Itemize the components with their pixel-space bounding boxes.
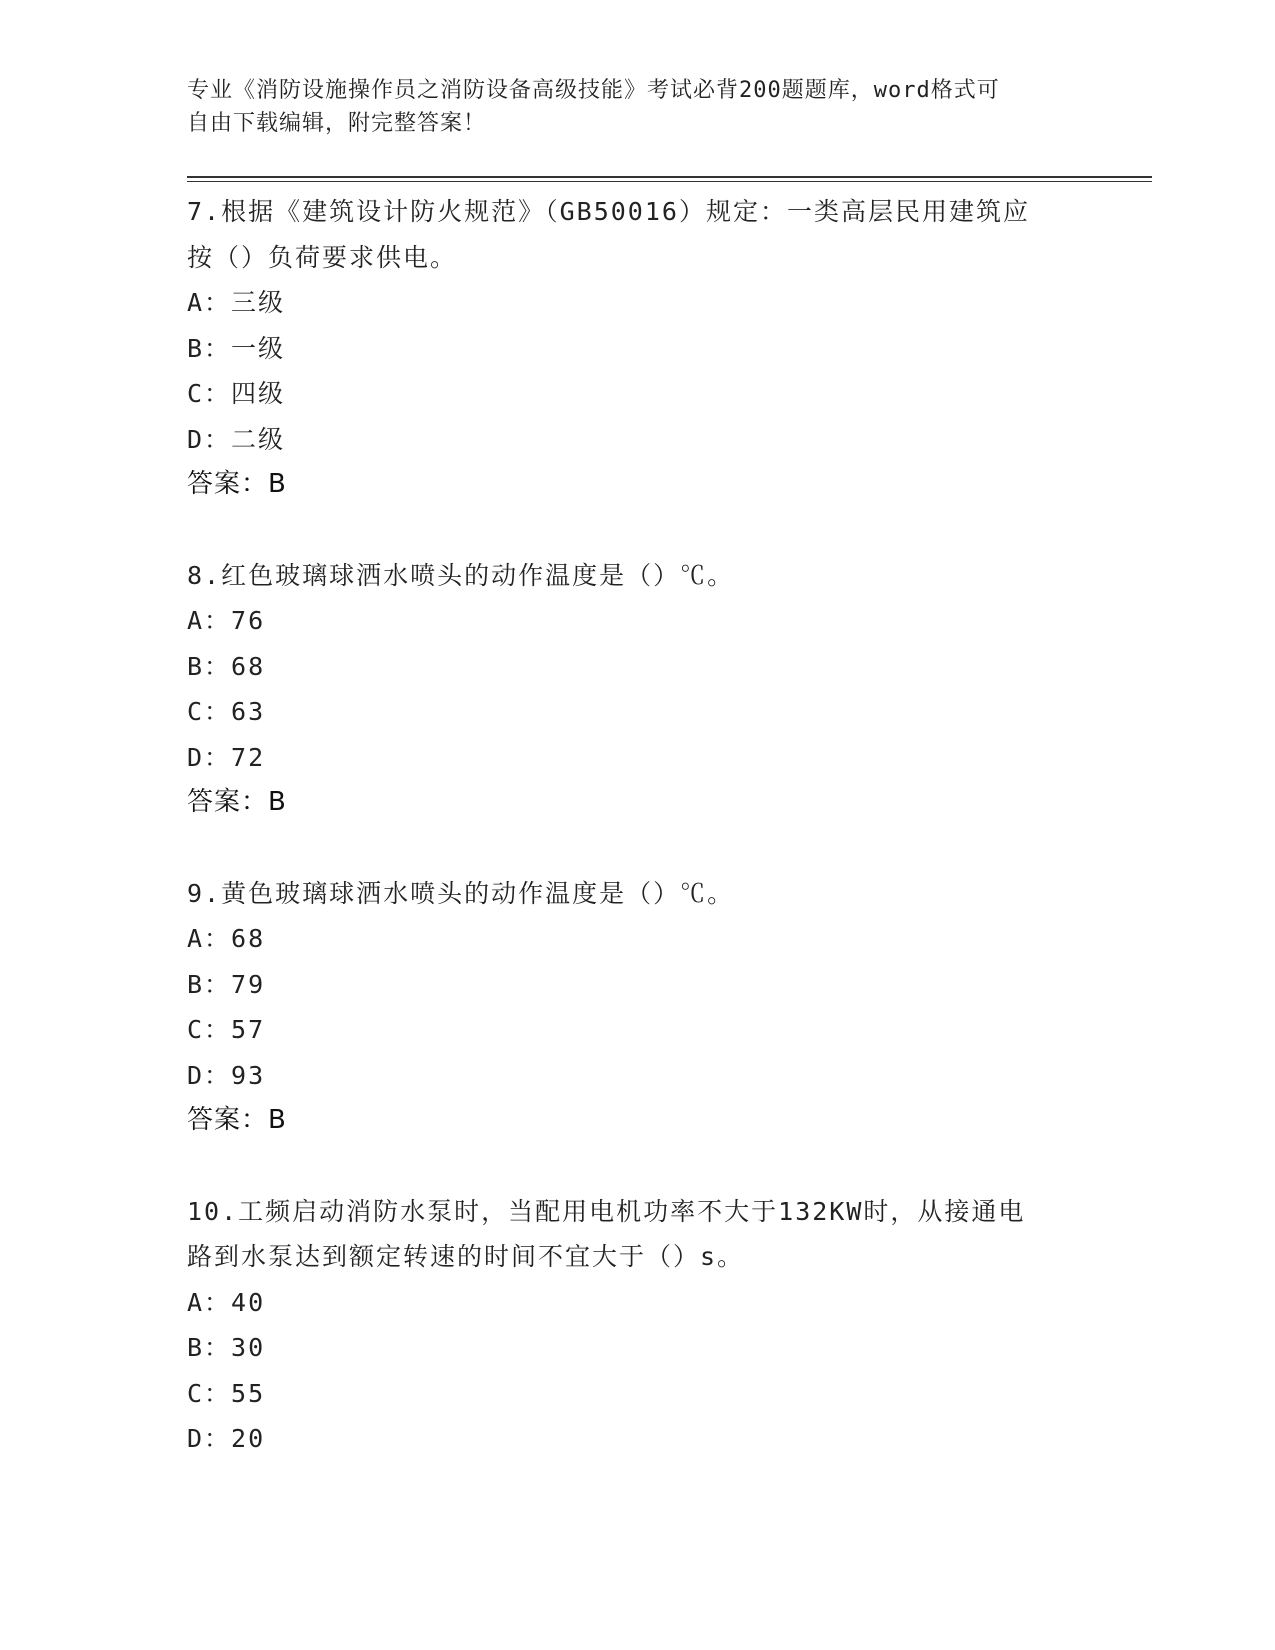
option-d: D：72	[187, 742, 266, 772]
option-b: B：68	[187, 651, 266, 681]
option-d: D：二级	[187, 424, 286, 454]
option-c: C：四级	[187, 379, 286, 408]
option-c: C：55	[187, 1378, 266, 1408]
answer-text: 答案：B	[187, 469, 287, 499]
question-text-line: 9.黄色玻璃球洒水喷头的动作温度是（）℃。	[187, 878, 735, 908]
option-c: C：63	[187, 697, 266, 726]
option-d: D：93	[187, 1060, 266, 1090]
question-text-line: 10.工频启动消防水泵时，当配用电机功率不大于132KW时，从接通电	[187, 1196, 1026, 1226]
option-b: B：79	[187, 969, 266, 999]
option-a: A：三级	[187, 288, 286, 317]
question-7	[187, 189, 1107, 508]
option-a: A：40	[187, 1287, 266, 1317]
header-line-1: 专业《消防设施操作员之消防设备高级技能》考试必背200题题库，word格式可	[187, 78, 1000, 103]
answer-text: 答案：B	[187, 787, 287, 817]
question-10	[187, 1189, 1107, 1462]
question-text-line: 路到水泵达到额定转速的时间不宜大于（）s。	[187, 1242, 745, 1271]
header-line-2: 自由下载编辑，附完整答案！	[187, 111, 487, 136]
option-a: A：68	[187, 924, 266, 953]
answer-text: 答案：B	[187, 1105, 287, 1135]
question-text-line: 按（）负荷要求供电。	[187, 242, 458, 272]
option-b: B：一级	[187, 333, 286, 363]
option-d: D：20	[187, 1424, 266, 1453]
option-c: C：57	[187, 1015, 266, 1044]
question-9	[187, 871, 1107, 1144]
document-header	[187, 74, 1087, 140]
question-8	[187, 553, 1107, 826]
question-list	[187, 189, 1107, 1462]
question-text-line: 8.红色玻璃球洒水喷头的动作温度是（）℃。	[187, 560, 735, 590]
option-a: A：76	[187, 606, 266, 635]
header-divider-thick	[187, 176, 1152, 178]
option-b: B：30	[187, 1333, 266, 1362]
header-divider-thin	[187, 181, 1152, 182]
question-text-line: 7.根据《建筑设计防火规范》（GB50016）规定：一类高层民用建筑应	[187, 197, 1030, 226]
